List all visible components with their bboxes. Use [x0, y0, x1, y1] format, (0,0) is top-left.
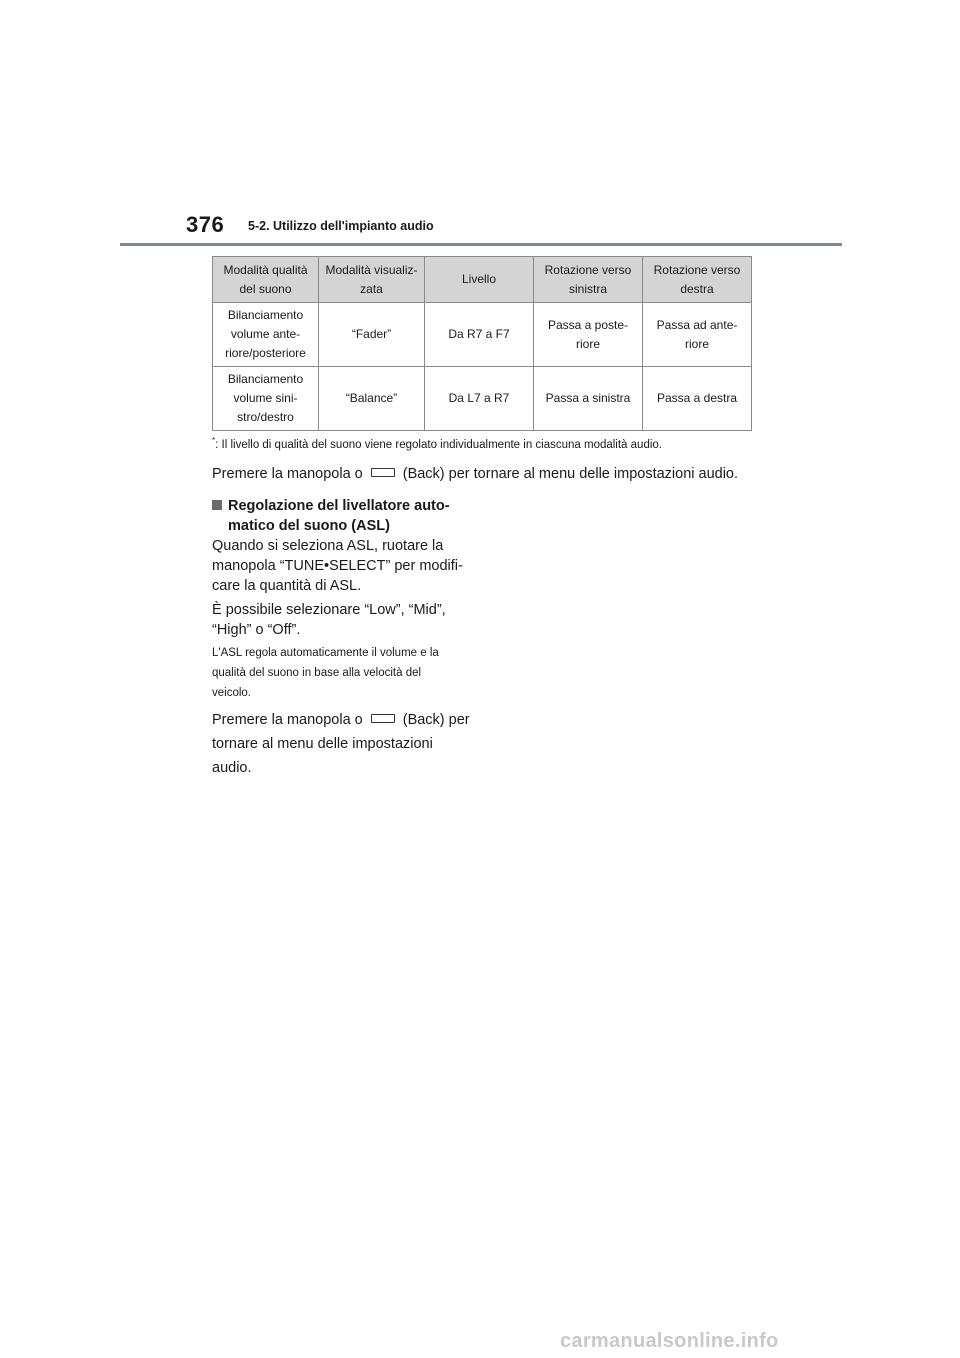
asl-note: L'ASL regola automaticamente il volume e la qualità del suono in base alla velocità del veicolo. — [212, 647, 439, 699]
table-cell: Bilanciamento volume ante- riore/posteriore — [213, 303, 319, 367]
header-sound-mode: Modalità qualità del suono — [213, 257, 319, 303]
back-button-icon — [371, 714, 395, 723]
table-row — [213, 303, 752, 367]
footnote-mark: * — [212, 436, 216, 445]
asl-paragraph-1: Quando si seleziona ASL, ruotare la manopola “TUNE•SELECT” per modifi- care la quantità di ASL. — [212, 538, 463, 594]
table-row — [213, 367, 752, 431]
table-cell: Da L7 a R7 — [425, 367, 534, 431]
header-rotate-left: Rotazione verso sinistra — [534, 257, 643, 303]
back-button-icon — [371, 468, 395, 477]
table-cell: Passa a poste- riore — [534, 303, 643, 367]
table-cell: Passa a destra — [643, 367, 752, 431]
asl-paragraph-2: È possibile selezionare “Low”, “Mid”, “High” o “Off”. — [212, 602, 446, 638]
header-level: Livello — [425, 257, 534, 303]
table-cell: Passa a sinistra — [534, 367, 643, 431]
table-cell: Bilanciamento volume sini- stro/destro — [213, 367, 319, 431]
header-display-mode: Modalità visualiz- zata — [319, 257, 425, 303]
table-cell: Da R7 a F7 — [425, 303, 534, 367]
watermark-text: carmanualsonline.info — [560, 1330, 779, 1352]
bullet-square-icon — [212, 500, 222, 510]
asl-heading: Regolazione del livellatore auto- matico del suono (ASL) — [212, 496, 450, 536]
header-rule — [120, 243, 842, 246]
table-cell: “Balance” — [319, 367, 425, 431]
asl-return-instruction: Premere la manopola o (Back) per tornare al menu delle impostazioni audio. — [212, 712, 470, 776]
sound-settings-table — [212, 256, 752, 431]
header-rotate-right: Rotazione verso destra — [643, 257, 752, 303]
page-number: 376 — [186, 212, 225, 237]
table-cell: Passa ad ante- riore — [643, 303, 752, 367]
return-instruction: Premere la manopola o (Back) per tornare al menu delle impostazioni audio. — [212, 466, 739, 482]
table-header-row — [213, 257, 752, 303]
section-title: 5-2. Utilizzo dell'impianto audio — [248, 219, 434, 233]
table-footnote: *: Il livello di qualità del suono viene regolato individualmente in ciascuna modalità audio. — [212, 436, 662, 451]
table-cell: “Fader” — [319, 303, 425, 367]
